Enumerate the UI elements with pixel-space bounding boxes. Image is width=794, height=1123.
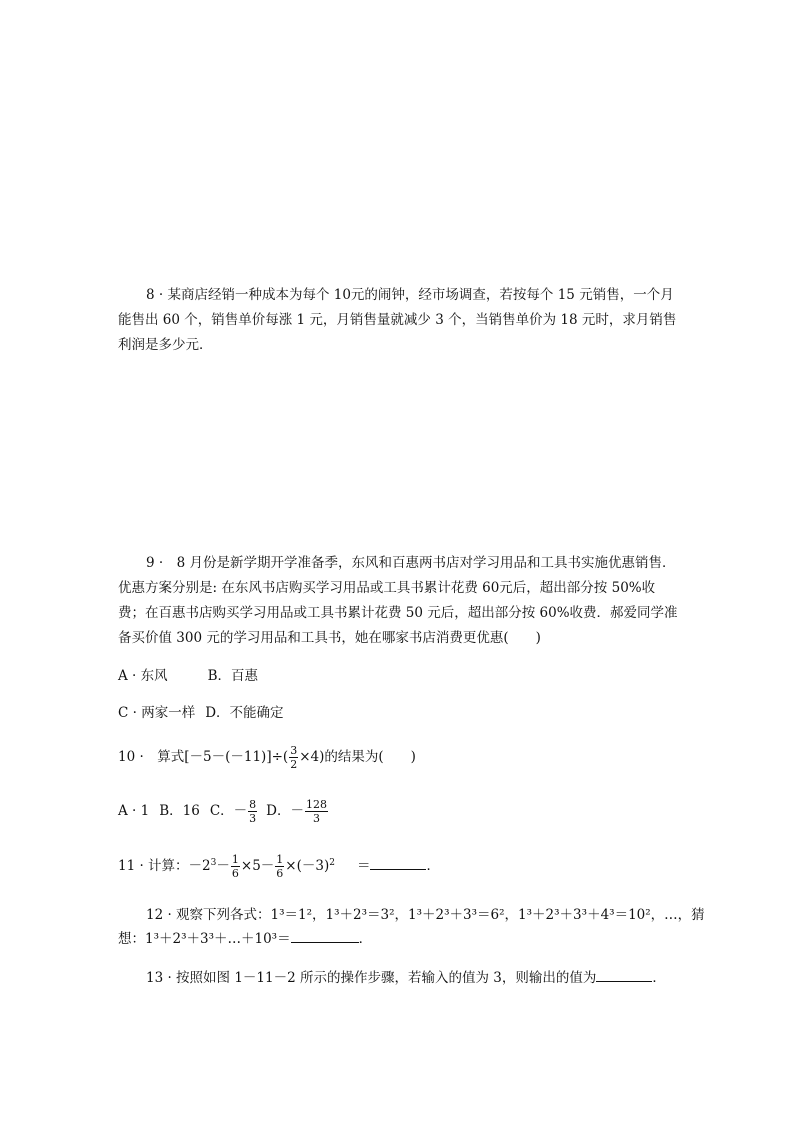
answer-blank[interactable] — [370, 856, 426, 870]
question-9-options-row2 — [118, 701, 284, 721]
option-b: B．百惠 — [207, 668, 259, 684]
option-d-label: D．－ — [266, 803, 304, 819]
question-13-text: 13 · 按照如图 1－11－2 所示的操作步骤，若输入的值为 3，则输出的值为 — [146, 970, 597, 986]
question-13: 13 · 按照如图 1－11－2 所示的操作步骤，若输入的值为 3，则输出的值为 ． — [146, 970, 666, 986]
question-9-options-row1 — [118, 664, 258, 684]
question-9 — [118, 551, 678, 651]
question-12-line2: 想：1³＋2³＋3³＋…＋10³＝ ． — [118, 931, 373, 947]
question-8-text: 8 · 某商店经销一种成本为每个 10元的闹钟，经市场调查，若按每个 15 元销售，一个月能售出 60 个，销售单价每涨 1 元，月销售量就减少 3 个，当销售单价为 18 元时，求月销售利润是多少元． — [118, 287, 677, 353]
question-10-options — [118, 798, 329, 825]
answer-blank[interactable] — [291, 929, 359, 943]
question-11: 11 · 计算：$-2^3-$ $\frac{1}{6}$ ×5－ $\frac{1}{6}$ $\times(-3)^2$ ＝ ． — [118, 853, 440, 880]
question-10-suffix: ×4)的结果为( ) — [299, 749, 416, 765]
answer-blank[interactable] — [596, 968, 652, 982]
option-a: A · 东风 — [118, 668, 168, 684]
question-10-prefix: 10 · 算式[－5－(－11)]÷( — [118, 749, 289, 765]
question-12-line1: 12 · 观察下列各式：1³＝1²，1³＋2³＝3²，1³＋2³＋3³＝6²，1³＋2³＋3³＋4³＝10²，…，猜 — [146, 907, 705, 923]
question-8 — [118, 283, 678, 358]
fraction-3-2: $\frac{3}{2}$ — [290, 744, 298, 771]
fraction-1-6-b: $\frac{1}{6}$ — [276, 853, 284, 880]
option-d-fraction: $\frac{128}{3}$ — [306, 798, 327, 825]
option-c-label: C．－ — [209, 803, 248, 819]
question-10 — [118, 744, 416, 771]
option-d: D．不能确定 — [205, 705, 284, 721]
option-c-fraction: $\frac{8}{3}$ — [249, 798, 257, 825]
option-b: B．16 — [159, 803, 200, 819]
option-c: C · 两家一样 — [118, 705, 196, 721]
question-12 — [118, 903, 705, 923]
fraction-1-6-a: $\frac{1}{6}$ — [231, 853, 239, 880]
question-9-text: 9 · 8 月份是新学期开学准备季，东风和百惠两书店对学习用品和工具书实施优惠销售．优惠方案分别是: 在东风书店购买学习用品或工具书累计花费 60元后，超出部分按 50%收费；在百惠书店购买学习用品或工具书累计花费 50 元后，超出部分按 60%收费．郝爱同学准备买价值 300 元的学习用品和工具书，她在哪家书店消费更优惠( ) — [118, 555, 678, 646]
option-a: A · 1 — [118, 803, 150, 819]
